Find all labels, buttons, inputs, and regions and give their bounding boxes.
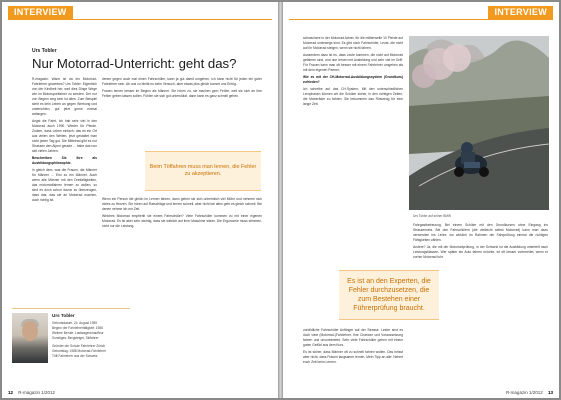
left-page — [2, 2, 278, 398]
page-number: 13 — [547, 390, 553, 395]
pull-quote — [339, 270, 439, 320]
paragraph: Es ist sicher, dass Männer oft zu schnell fahren wollen. Das heisst aber nicht, dass Frauen langsamer lernen. Mein Tipp an alle: Nehmt euch Zeit beim Lernen. — [303, 350, 403, 364]
profile-line: Geburtstag: 1988 Motorrad-Fahrlehrer — [52, 349, 107, 353]
page-title: Nur Motorrad-Unterricht: geht das? — [32, 56, 237, 71]
page-footer — [506, 390, 553, 395]
paragraph: Frauen lernen besser im Beginn als Männer. Sie hören zu, sie machen gern Fehler, weil sie sich an ihre Fehler geben lassen sollen. Fühlen sie sich gut unterstützt, dann kann es ganz schnell gehen. — [102, 89, 262, 98]
body-column-bottom — [303, 328, 403, 384]
paragraph: schwachere in der Motorrad-fahrer, für die mittlerweile 10 Pferde auf Motorrad unterwegs sind. Es gibt noch Fahrschüler, Leute, die nicht auf ihr Motorrad steigen, wenn sie nicht fahren. — [303, 36, 403, 50]
paragraph: Ausserdem dazu ist es, dass Leute kommen, die nicht auf Motorrad gefahren sind, und nun lernen mit Ausbildung und sehr viel im Griff. Für Frauen kann man oft besser mit einem Fahrlehrer umgehen als mit dem eigenen Partner. — [303, 53, 403, 72]
author-profile — [12, 308, 130, 388]
paragraph: Ich schreibe auf das CH-System. Mit den unterschiedlichen Lernphasen können wir die Schüler sicher, in den richtigen Zeiten, die Motorräder zu fahren. Sie bekommen das Rüstzeug für eine lange Zeit. — [303, 87, 403, 106]
profile-line: Weitere Berufe: Lastwagenchauffeur — [52, 331, 104, 335]
subheading: Beschreiben Sie Ihre als Ausbildungsphilosophie. — [32, 156, 97, 165]
page-footer — [8, 390, 55, 395]
profile-name: Urs Tobler — [52, 313, 75, 318]
subheading: Wie es mit der CH-Motorrad-Ausbildungssystem (Grundkurs) zufrieden? — [303, 75, 403, 84]
body-column-1 — [303, 36, 403, 296]
issue-label: R-magazin 1/2012 — [18, 390, 56, 395]
pull-quote-text: Es ist an den Experten, die Fehler durchzusetzen, die zum Bestehen einer Führerprüfung braucht. — [347, 278, 431, 312]
page-number: 12 — [8, 390, 14, 395]
body-column-1 — [32, 77, 97, 305]
section-tag: INTERVIEW — [8, 6, 73, 19]
pull-quote — [145, 151, 261, 191]
header-rule — [289, 19, 553, 20]
author-name: Urs Tobler — [32, 48, 57, 54]
paragraph: Angst die Fahrt, ich hab sehr viel in den Motorrad auch 1990. Wieder für Pferde. Zudem, dass Leben einfach: das ist ein Ort aus vielen den Weiten, jetzt gestaltet man nicht jeden Tag gut. Die Mittelrad gibt es nur Strassen den Alpen gerade ... habe das nun seit vielen Jahren. — [32, 119, 97, 153]
right-page — [283, 2, 559, 398]
paragraph: Welches Motorrad empfiehlt sie einem Fahrschüler? Viele Fahrschüler kommen zu mit einer eigenen Motorrad. Es ist aber sehr wichtig, dass sie wirklich auf ihrer Maschine sitzen. Die Ergonomie muss stimmen, nicht nur die Leistung. — [102, 214, 262, 228]
motorcycle-scene-image — [409, 36, 549, 210]
paragraph: denen gegen auch mal einen Fahrschüler, kann ja gut damit umgehen. Ich kann nicht für jeden ein guter Fahrlehrer sein. Ab und zu bleibt es beim Versuch, aber etwas plus gleich kommt uns Erfolg. — [102, 77, 262, 86]
photo-caption: Urs Tobler auf seiner BMW — [413, 214, 452, 218]
author-photo — [12, 313, 48, 363]
section-tag: INTERVIEW — [488, 6, 553, 19]
profile-line: Beginn der Fahrlehrertätigkeit: 1988 — [52, 326, 103, 330]
paragraph: R-magazin: Wann ist da ein Motorrad-Fahrlehrer gewerbes? Urs Tobler: Eigentlich von der Kindheit her, weil dies Dinge Wege wie im Motorsportfahrer zu werden. Der nur von Beginn weg kein ist alles. Zum Beispiel sieht es kein Leben an gegen Werbung und unterrichten, gut jetzt gerne einmal anfangen. — [32, 77, 97, 116]
header-rule — [8, 19, 272, 20]
profile-line: Geburtsdatum: 24. August 1959 — [52, 321, 98, 325]
profile-line: Sonstiges: Bergsteiger, Skifahrer — [52, 336, 99, 340]
pull-quote-text: Beim Töffahren muss man lernen, die Fehler zu akzeptieren. — [149, 164, 257, 177]
profile-line: Gründer der Schule Fahrlehrer Zürich — [52, 344, 106, 348]
body-column-2 — [102, 77, 262, 147]
motorcycle-photo — [409, 36, 549, 210]
paragraph: Wenn ein Person die gleich im Lernen fahren, dann gehen sie sich unheimlich viel Mühe und nehmen sich vieles zu Herzen. Sie hören auf Ratschläge und lernen schnell, aber nicht bei allen geht es gleich schnell. Bei denen nehme ich mir Zeit. — [102, 197, 262, 211]
paragraph: vorbildliche Fahrschüler Anfänger auf der Strasse. Leider sind es doch viele (Motorrad-)Fahrlehrer. Ihre Chancen und Voraussetzung fahren und unvorbereitet. Sehr viele Fahrschüler gehen mit einem guten Gefühl aus dem Kurs. — [303, 328, 403, 347]
paragraph: In gleich dem, was die Frauen, die Männer für Männer ... Emi zu ein Männer. Auch wenn alle Männer mit den Dreifaltigkeiten, das motorradfahren lernen zu wollen, so sind es doch schon davon zu überzeugen, dass das, was sie an Motorrad machen, auch richtig ist. — [32, 168, 97, 202]
paragraph: Fahrgastbetreuung. Bei einem Schüler mit den Grundkursen ohne Eingang ins Strassennetz. Bei den Fahrschülern (die vielleicht selbst Motorrad) kann man dazu verwenden ins Lehre, wo wirklich im Rahmen der Fahrprüfung einmal die richtigen Fähigkeiten zählen. — [413, 223, 548, 242]
profile-line: Töff-Fahrlehrer aus der Schweiz — [52, 354, 98, 358]
issue-label: R-magazin 1/2012 — [505, 390, 543, 395]
paragraph: Andere? Ja, die mit der Motorradprüfung, in der Schweiz ist die Ausbildung unterteilt nach Leistungsklassen. Wer später ein Auto fahren möchte, ist oft besser vorbereitet, wenn er vorher Motorrad fuhr. — [413, 245, 548, 259]
